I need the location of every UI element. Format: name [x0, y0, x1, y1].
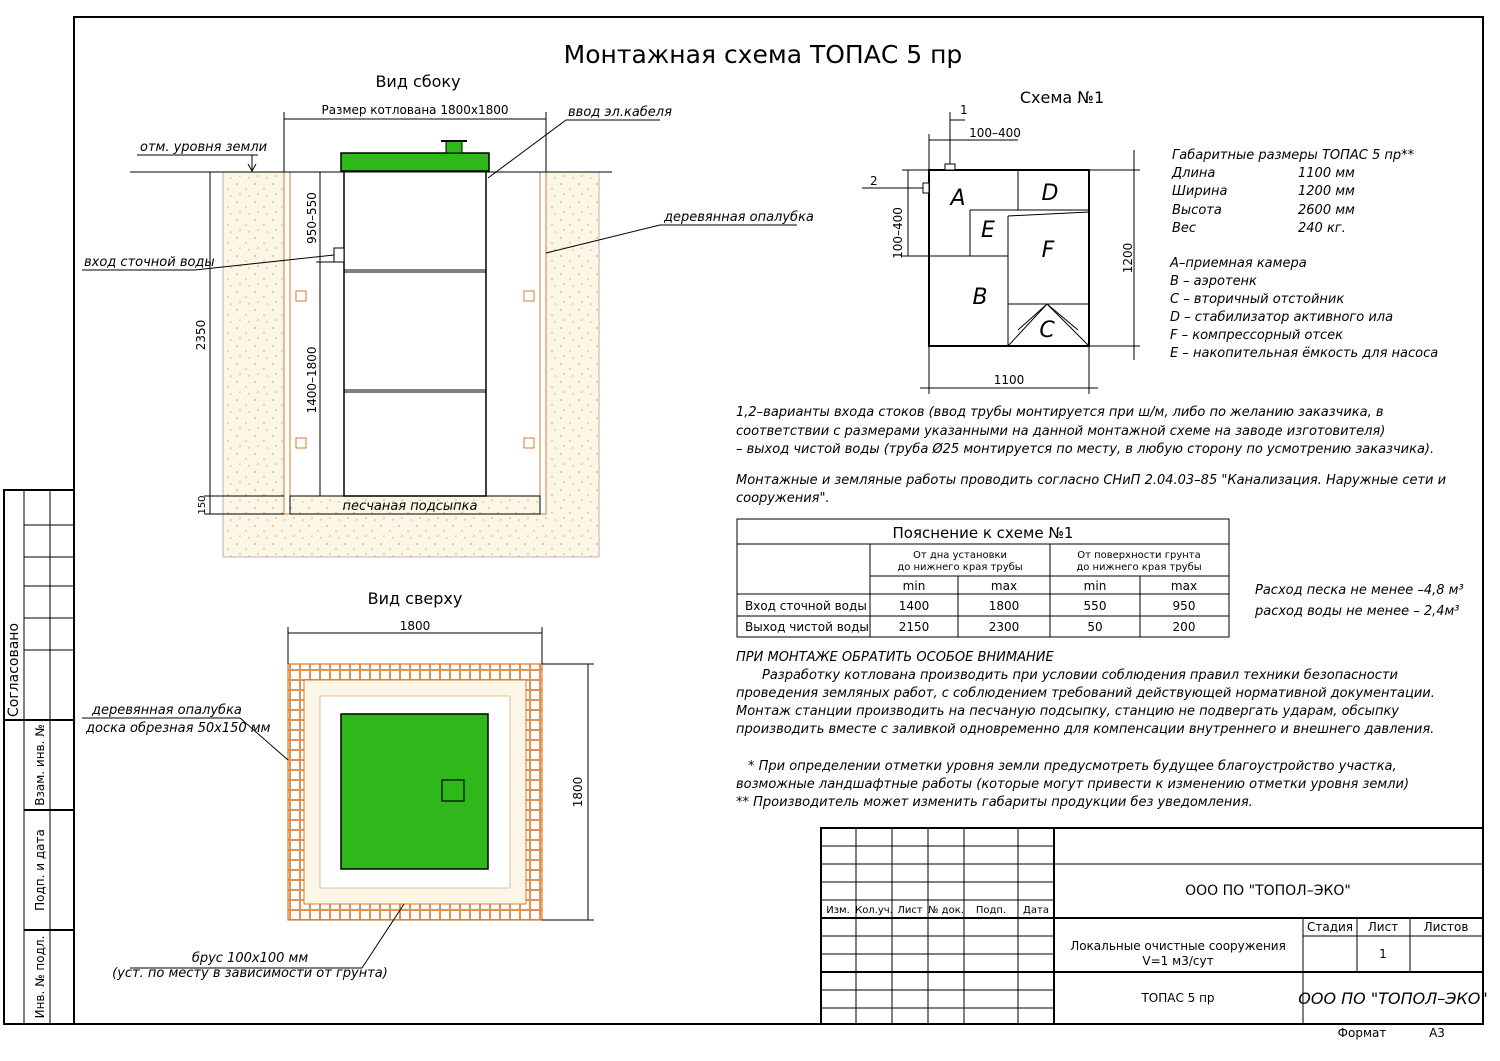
scheme-dim-side-label: 100–400 [891, 207, 905, 259]
main-title: Монтажная схема ТОПАС 5 пр [563, 40, 963, 69]
table-cell: 550 [1083, 599, 1107, 613]
section-b: B [972, 285, 988, 310]
format-label: Формат [1337, 1026, 1387, 1040]
section-f: F [1041, 238, 1055, 263]
note-works-1: Монтажные и земляные работы проводить согласно СНиП 2.04.03–85 "Канализация. Наружные сети и [736, 473, 1447, 488]
attention-heading: ПРИ МОНТАЖЕ ОБРАТИТЬ ОСОБОЕ ВНИМАНИЕ [736, 650, 1054, 665]
inlet-1-marker [945, 164, 955, 170]
attention-line: Разработку котлована производить при условии соблюдения правил техники безопасности [762, 668, 1398, 683]
top-formwork-line2: доска обрезная 50х150 мм [86, 721, 271, 736]
legend-item: A–приемная камера [1170, 256, 1307, 271]
formwork-left [284, 172, 290, 514]
section-e: E [981, 218, 995, 243]
company-name-italic: ООО ПО "ТОПОЛ–ЭКО" [1298, 989, 1488, 1008]
table-cell: 950 [1172, 599, 1196, 613]
company-name: ООО ПО "ТОПОЛ–ЭКО" [1185, 883, 1351, 899]
legend-item: D – стабилизатор активного ила [1170, 310, 1394, 325]
unit-top [341, 714, 488, 869]
variant-1-label: 1 [960, 103, 968, 117]
lid-hatch [446, 141, 462, 153]
variant-2-label: 2 [870, 174, 878, 188]
water-consumption: расход воды не менее – 2,4м³ [1255, 604, 1460, 619]
scheme-dim-height-label: 1200 [1121, 242, 1135, 274]
notes-block [736, 405, 1446, 506]
table-cell: 1800 [988, 599, 1020, 613]
table-cell: 1400 [898, 599, 930, 613]
spacer-block [296, 438, 306, 448]
legend-item: F – компрессорный отсек [1170, 328, 1343, 343]
beam-line1: брус 100х100 мм [191, 951, 309, 966]
sheet-number: 1 [1379, 947, 1387, 961]
sheets-label: Листов [1423, 920, 1469, 934]
explanation-table [737, 519, 1229, 637]
beam-line2: (уст. по месту в зависимости от грунта) [112, 966, 388, 981]
side-stamp [4, 490, 74, 1024]
spacer-block [524, 438, 534, 448]
table-max: max [990, 579, 1018, 593]
cable-leader [488, 120, 566, 178]
format-value: А3 [1429, 1026, 1445, 1040]
dimensions-heading: Габаритные размеры ТОПАС 5 пр** [1172, 148, 1415, 163]
note-variants-2: соответствии с размерами указанными на данной монтажной схеме на заводе изготовителя) [736, 424, 1386, 439]
attention-line: проведения земляных работ, с соблюдением требований действующей нормативной документации. [736, 686, 1435, 701]
top-dim-width: 1800 [399, 619, 431, 633]
dim-row-name: Высота [1172, 203, 1222, 218]
dim-row-value: 1100 мм [1298, 166, 1355, 181]
table-min: min [1083, 579, 1107, 593]
dim-total-label: 2350 [194, 319, 208, 351]
formwork-label: деревянная опалубка [664, 210, 814, 225]
scheme-dim-top-label: 100–400 [969, 126, 1021, 140]
col-izm: Изм. [826, 905, 850, 916]
table-row-label: Выход чистой воды [745, 620, 869, 634]
dim-row-value: 2600 мм [1298, 203, 1355, 218]
sand-bed-label: песчаная подсыпка [342, 499, 478, 514]
note-works-2: сооружения". [736, 491, 830, 506]
attention-line: производить вместе с заливкой одновременно для компенсации внутреннего и внешнего давления. [736, 722, 1435, 737]
unit-body [344, 171, 486, 496]
dim-row-name: Ширина [1172, 184, 1228, 199]
section-a: A [950, 186, 966, 211]
dim-row-value: 240 кг. [1298, 221, 1346, 236]
dimensions-block [1169, 148, 1438, 361]
legend-item: B – аэротенк [1170, 274, 1257, 289]
title-block [821, 828, 1488, 1040]
ground-level-label: отм. уровня земли [140, 140, 268, 155]
dim-row-name: Длина [1172, 166, 1216, 181]
footnote: * При определении отметки уровня земли предусмотреть будущее благоустройство участка, [748, 759, 1397, 774]
col-list: Лист [897, 905, 923, 916]
sand-consumption: Расход песка не менее –4,8 м³ [1255, 583, 1464, 598]
inv-replace-label: Взам. инв. № [33, 724, 47, 806]
top-view [82, 589, 594, 981]
top-formwork-line1: деревянная опалубка [92, 703, 242, 718]
product-line1: Локальные очистные сооружения [1070, 939, 1286, 953]
spacer-block [296, 291, 306, 301]
inlet-pipe [334, 248, 344, 262]
sign-date-label: Подп. и дата [33, 829, 47, 911]
dim-mid-label: 1400–1800 [305, 346, 319, 414]
dim-inlet-label: 950–550 [305, 192, 319, 244]
col-date: Дата [1023, 905, 1049, 916]
table-group2-line2: до нижнего края трубы [1076, 562, 1202, 573]
pit-size-label: Размер котлована 1800х1800 [321, 103, 509, 117]
table-title: Пояснение к схеме №1 [892, 524, 1074, 542]
scheme-1 [862, 88, 1140, 394]
legend-item: E – накопительная ёмкость для насоса [1170, 346, 1439, 361]
top-dim-height: 1800 [571, 776, 585, 808]
table-cell: 200 [1172, 620, 1196, 634]
agreed-label: Согласовано [6, 622, 22, 718]
note-variants-3: – выход чистой воды (труба Ø25 монтируется по месту, в любую сторону по усмотрению заказчика). [736, 442, 1435, 457]
formwork-right [540, 172, 546, 514]
legend-item: C – вторичный отстойник [1170, 292, 1345, 307]
dim-bottom-label: 150 [197, 495, 208, 515]
table-group1-line2: до нижнего края трубы [897, 562, 1023, 573]
inv-orig-label: Инв. № подл. [33, 935, 47, 1019]
footnote: ** Производитель может изменить габариты продукции без уведомления. [736, 795, 1253, 810]
model-name: ТОПАС 5 пр [1141, 991, 1215, 1005]
scheme-dim-width-label: 1100 [993, 373, 1025, 387]
attention-block [736, 650, 1435, 810]
scheme-title: Схема №1 [1019, 88, 1105, 107]
unit-lid [341, 153, 489, 171]
table-row-label: Вход сточной воды [745, 599, 867, 613]
sheet-label: Лист [1367, 920, 1399, 934]
section-c: C [1039, 318, 1055, 343]
section-d: D [1041, 181, 1059, 206]
col-kol: Кол.уч. [855, 905, 893, 916]
table-group1-line1: От дна установки [912, 550, 1008, 561]
col-doc: № док. [928, 905, 964, 916]
table-cell: 50 [1087, 620, 1103, 634]
table-cell: 2150 [898, 620, 930, 634]
inlet-2-marker [923, 183, 929, 193]
table-cell: 2300 [988, 620, 1020, 634]
sewage-inlet-label: вход сточной воды [84, 255, 215, 270]
table-group2-line1: От поверхности грунта [1077, 550, 1201, 561]
col-sign: Подп. [975, 905, 1007, 916]
dim-row-value: 1200 мм [1298, 184, 1355, 199]
spacer-block [524, 291, 534, 301]
footnote: возможные ландшафтные работы (которые могут привести к изменению отметки уровня земли) [736, 777, 1410, 792]
table-min: min [902, 579, 926, 593]
side-view [82, 72, 814, 557]
product-line2: V=1 м3/сут [1142, 954, 1214, 968]
top-view-title: Вид сверху [367, 589, 463, 608]
cable-input-label: ввод эл.кабеля [568, 105, 672, 120]
attention-line: Монтаж станции производить на песчаную подсыпку, станцию не подвергать ударам, обсыпку [736, 704, 1399, 719]
table-max: max [1170, 579, 1198, 593]
side-view-title: Вид сбоку [375, 72, 461, 91]
note-variants-1: 1,2–варианты входа стоков (ввод трубы монтируется при ш/м, либо по желанию заказчика, в [736, 405, 1384, 420]
dim-row-name: Вес [1172, 221, 1197, 236]
stage-label: Стадия [1306, 920, 1354, 934]
